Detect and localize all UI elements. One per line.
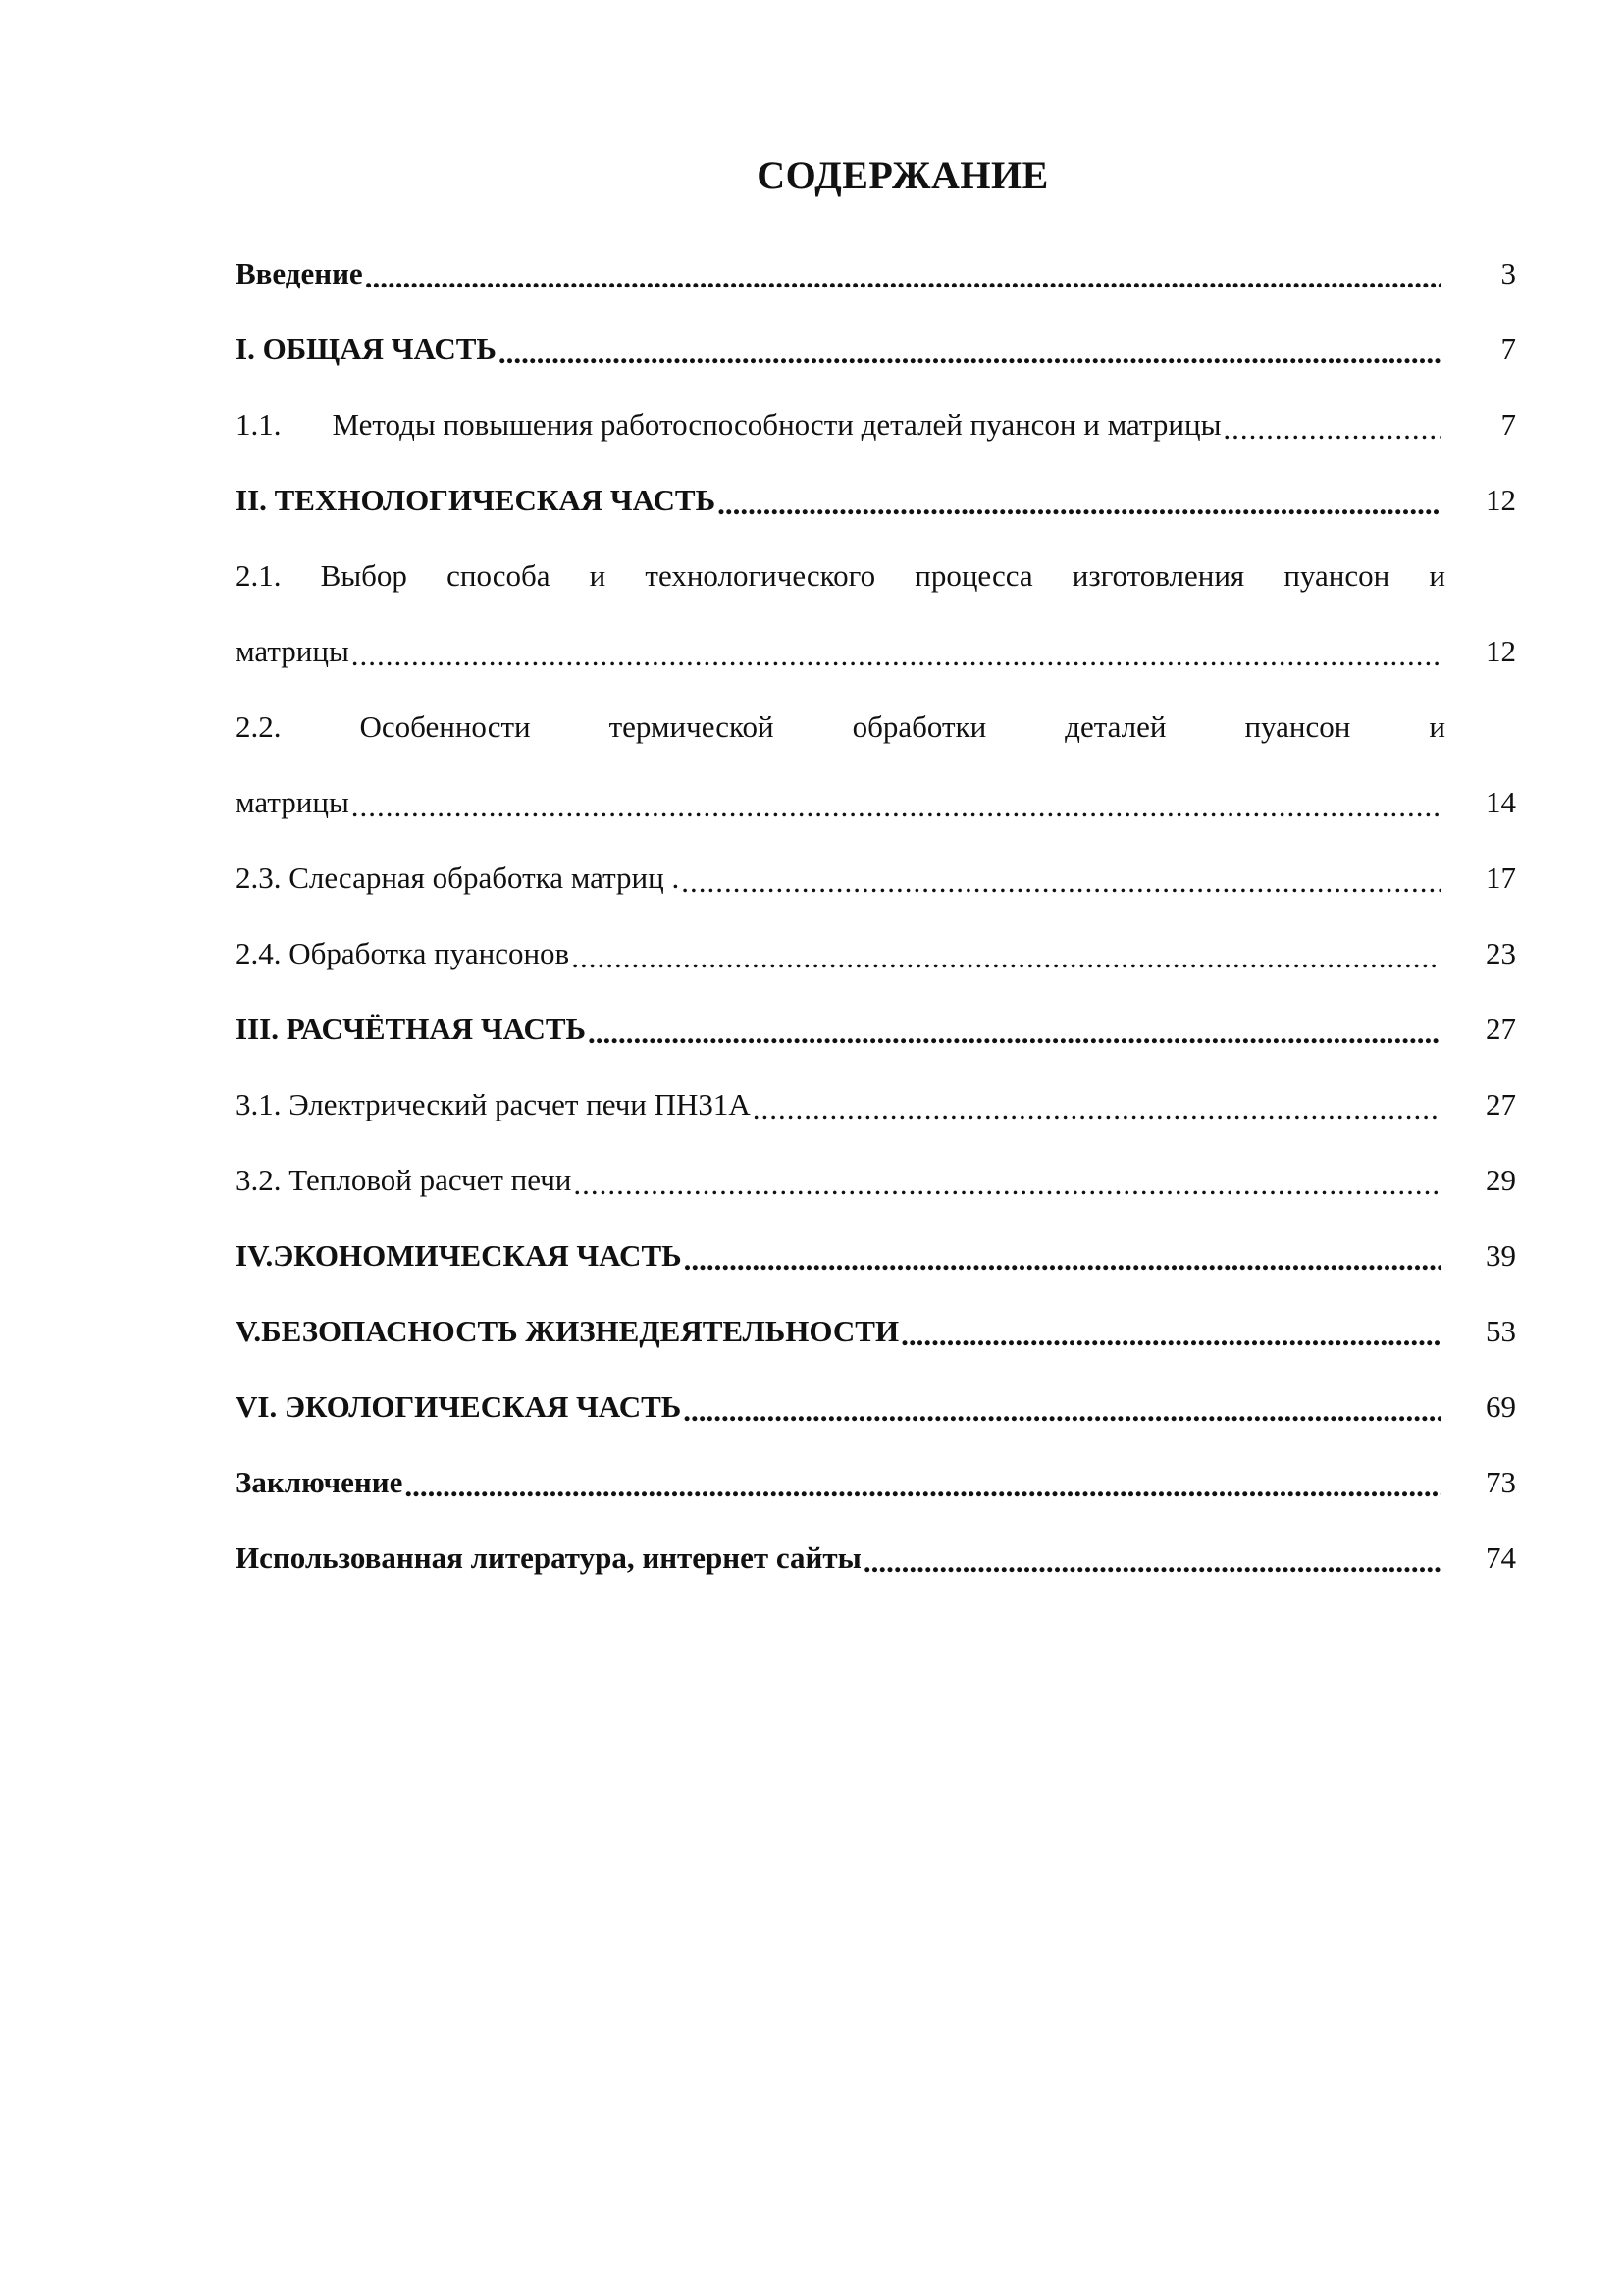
toc-entry-label: I. ОБЩАЯ ЧАСТЬ bbox=[236, 331, 497, 366]
word: термической bbox=[608, 708, 774, 744]
toc-page-number: 69 bbox=[1486, 1388, 1516, 1424]
section-number: 1.1. bbox=[236, 406, 282, 442]
toc-page-number: 7 bbox=[1500, 406, 1516, 442]
justified-line bbox=[236, 558, 1516, 594]
toc-entry-3-2[interactable] bbox=[236, 1142, 1516, 1218]
dot-leader bbox=[717, 487, 1441, 522]
dot-leader bbox=[573, 1167, 1441, 1202]
toc-entry-part-4[interactable] bbox=[236, 1218, 1516, 1293]
dot-leader bbox=[365, 260, 1441, 295]
toc-page-number: 39 bbox=[1486, 1237, 1516, 1273]
toc-entry-label: III. РАСЧЁТНАЯ ЧАСТЬ bbox=[236, 1011, 587, 1046]
toc-entry-part-6[interactable] bbox=[236, 1369, 1516, 1444]
word: пуансон bbox=[1283, 557, 1390, 593]
toc-page-number: 53 bbox=[1486, 1313, 1516, 1348]
toc-entry-label: II. ТЕХНОЛОГИЧЕСКАЯ ЧАСТЬ bbox=[236, 482, 716, 517]
word: процесса bbox=[915, 557, 1033, 593]
toc-entry-label: матрицы bbox=[236, 633, 349, 668]
toc-page-number: 7 bbox=[1500, 331, 1516, 366]
word: пуансон bbox=[1244, 708, 1351, 744]
toc-entry-1-1[interactable] bbox=[236, 387, 1516, 462]
dot-leader bbox=[351, 638, 1441, 673]
toc-entry-part-5[interactable] bbox=[236, 1293, 1516, 1369]
toc-entry-label: Заключение bbox=[236, 1464, 403, 1499]
justified-line bbox=[236, 709, 1516, 745]
word: изготовления bbox=[1072, 557, 1245, 593]
toc-entry-intro[interactable] bbox=[236, 235, 1516, 311]
toc-entry-2-3[interactable] bbox=[236, 840, 1516, 915]
toc-entry-part-3[interactable] bbox=[236, 991, 1516, 1067]
toc-entry-part-1[interactable] bbox=[236, 311, 1516, 387]
toc-entry-label: IV.ЭКОНОМИЧЕСКАЯ ЧАСТЬ bbox=[236, 1237, 682, 1273]
toc-page-number: 12 bbox=[1486, 482, 1516, 517]
word: и bbox=[1429, 708, 1445, 744]
word: способа bbox=[446, 557, 550, 593]
toc-entry-label: V.БЕЗОПАСНОСТЬ ЖИЗНЕДЕЯТЕЛЬНОСТИ bbox=[236, 1313, 900, 1348]
dot-leader bbox=[901, 1318, 1441, 1353]
dot-leader bbox=[351, 789, 1441, 824]
dot-leader bbox=[681, 864, 1441, 900]
toc-page-number: 73 bbox=[1486, 1464, 1516, 1499]
word: Выбор bbox=[320, 557, 407, 593]
dot-leader bbox=[683, 1393, 1441, 1429]
toc-entry-label: матрицы bbox=[236, 784, 349, 819]
toc-entry-label: 3.1. Электрический расчет печи ПН31А bbox=[236, 1086, 751, 1121]
word: обработки bbox=[852, 708, 987, 744]
toc-page-number: 12 bbox=[1486, 633, 1516, 668]
toc-entry-2-4[interactable] bbox=[236, 915, 1516, 991]
word: и bbox=[1429, 557, 1445, 593]
dot-leader bbox=[571, 940, 1441, 975]
toc-page-number: 74 bbox=[1486, 1539, 1516, 1575]
page-title: СОДЕРЖАНИЕ bbox=[757, 153, 1049, 197]
toc-entry-label: 3.2. Тепловой расчет печи bbox=[236, 1162, 572, 1197]
word: технологического bbox=[645, 557, 876, 593]
dot-leader bbox=[864, 1544, 1441, 1580]
toc-entry-label: VI. ЭКОЛОГИЧЕСКАЯ ЧАСТЬ bbox=[236, 1388, 682, 1424]
word: Особенности bbox=[359, 708, 531, 744]
word: 2.2. bbox=[236, 708, 282, 744]
word: деталей bbox=[1065, 708, 1167, 744]
toc-page-number: 29 bbox=[1486, 1162, 1516, 1197]
toc-entry-label: 2.3. Слесарная обработка матриц . bbox=[236, 860, 680, 895]
toc-entry-2-1-line-2[interactable] bbox=[236, 613, 1516, 689]
dot-leader bbox=[1223, 411, 1441, 446]
word: и bbox=[589, 557, 606, 593]
toc-entry-3-1[interactable] bbox=[236, 1067, 1516, 1142]
dot-leader bbox=[753, 1091, 1441, 1126]
table-of-contents bbox=[236, 235, 1516, 1595]
toc-entry-2-2-line-1[interactable] bbox=[236, 689, 1516, 764]
toc-entry-part-2[interactable] bbox=[236, 462, 1516, 538]
toc-page-number: 17 bbox=[1486, 860, 1516, 895]
toc-page-number: 23 bbox=[1486, 935, 1516, 970]
toc-entry-label-group bbox=[236, 407, 1221, 443]
toc-page-number: 3 bbox=[1500, 255, 1516, 290]
toc-entry-2-2-line-2[interactable] bbox=[236, 764, 1516, 840]
dot-leader bbox=[684, 1242, 1441, 1278]
toc-entry-literature[interactable] bbox=[236, 1520, 1516, 1595]
toc-page-number: 14 bbox=[1486, 784, 1516, 819]
toc-entry-label: Использованная литература, интернет сайты bbox=[236, 1539, 862, 1575]
toc-page-number: 27 bbox=[1486, 1086, 1516, 1121]
dot-leader bbox=[404, 1469, 1441, 1504]
dot-leader bbox=[498, 336, 1441, 371]
toc-entry-conclusion[interactable] bbox=[236, 1444, 1516, 1520]
word: 2.1. bbox=[236, 557, 282, 593]
toc-entry-label: 2.4. Обработка пуансонов bbox=[236, 935, 570, 970]
toc-entry-label: Введение bbox=[236, 255, 363, 290]
toc-entry-label: Методы повышения работоспособности деталей пуансон и матрицы bbox=[332, 406, 1222, 442]
toc-entry-2-1-line-1[interactable] bbox=[236, 538, 1516, 613]
dot-leader bbox=[588, 1016, 1441, 1051]
toc-page-number: 27 bbox=[1486, 1011, 1516, 1046]
